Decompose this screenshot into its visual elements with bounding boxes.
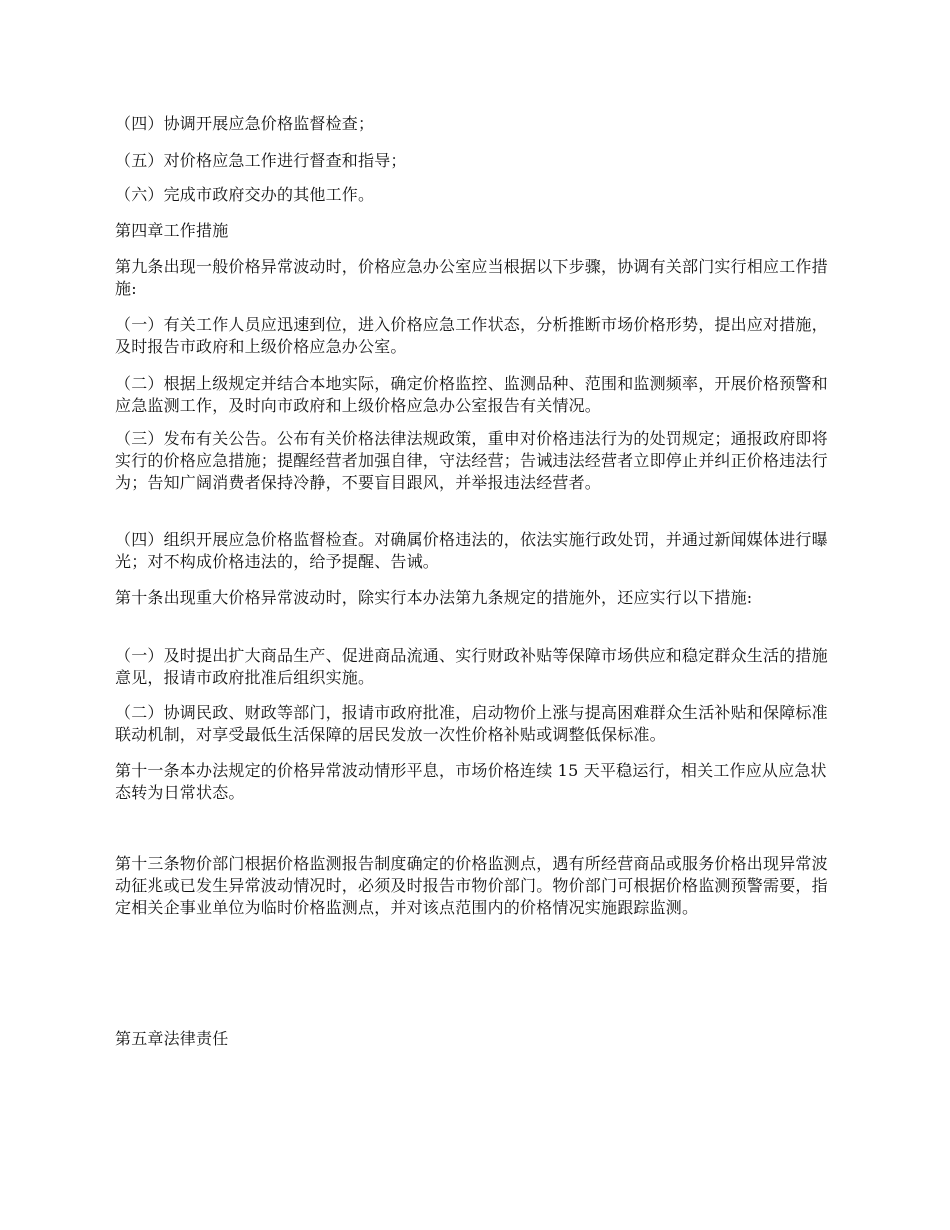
paragraph-clause-6-other-work: （六）完成市政府交办的其他工作。 [115,185,375,204]
paragraph-clause-5-supervision: （五）对价格应急工作进行督查和指导； [115,151,407,170]
chapter-5-heading: 第五章法律责任 [115,1029,229,1048]
article-9-item-1: （一）有关工作人员应迅速到位，进入价格应急工作状态，分析推断市场价格形势，提出应对措施，及时报告市政府和上级价格应急办公室。 [115,315,828,356]
article-9-item-3: （三）发布有关公告。公布有关价格法律法规政策，重申对价格违法行为的处罚规定；通报政府即将实行的价格应急措施；提醒经营者加强自律，守法经营；告诫违法经营者立即停止并纠正价格违法行为；告知广阔消费者保持冷静，不要盲目跟风，并举报违法经营者。 [115,429,828,492]
article-10-item-2: （二）协调民政、财政等部门，报请市政府批准，启动物价上涨与提高困难群众生活补贴和保障标准联动机制，对享受最低生活保障的居民发放一次性价格补贴或调整低保标准。 [115,703,828,744]
article-9-item-4: （四）组织开展应急价格监督检查。对确属价格违法的，依法实施行政处罚，并通过新闻媒体进行曝光；对不构成价格违法的，给予提醒、告诫。 [115,530,828,571]
article-10-paragraph: 第十条出现重大价格异常波动时，除实行本办法第九条规定的措施外，还应实行以下措施: [115,588,753,607]
article-9-item-2: （二）根据上级规定并结合本地实际，确定价格监控、监测品种、范围和监测频率，开展价格预警和应急监测工作，及时向市政府和上级价格应急办公室报告有关情况。 [115,374,828,415]
article-10-item-1: （一）及时提出扩大商品生产、促进商品流通、实行财政补贴等保障市场供应和稳定群众生活的措施意见，报请市政府批准后组织实施。 [115,646,828,687]
article-11-paragraph: 第十一条本办法规定的价格异常波动情形平息，市场价格连续 15 天平稳运行，相关工作应从应急状态转为日常状态。 [115,761,827,802]
article-9-paragraph: 第九条出现一般价格异常波动时，价格应急办公室应当根据以下步骤，协调有关部门实行相应工作措施: [115,257,828,298]
paragraph-clause-4-inspection: （四）协调开展应急价格监督检查； [115,114,375,133]
chapter-4-heading: 第四章工作措施 [115,221,229,240]
article-13-paragraph: 第十三条物价部门根据价格监测报告制度确定的价格监测点，遇有所经营商品或服务价格出现异常波动征兆或已发生异常波动情况时，必须及时报告市物价部门。物价部门可根据价格监测预警需要，指定相关企事业单位为临时价格监测点，并对该点范围内的价格情况实施跟踪监测。 [115,854,828,917]
